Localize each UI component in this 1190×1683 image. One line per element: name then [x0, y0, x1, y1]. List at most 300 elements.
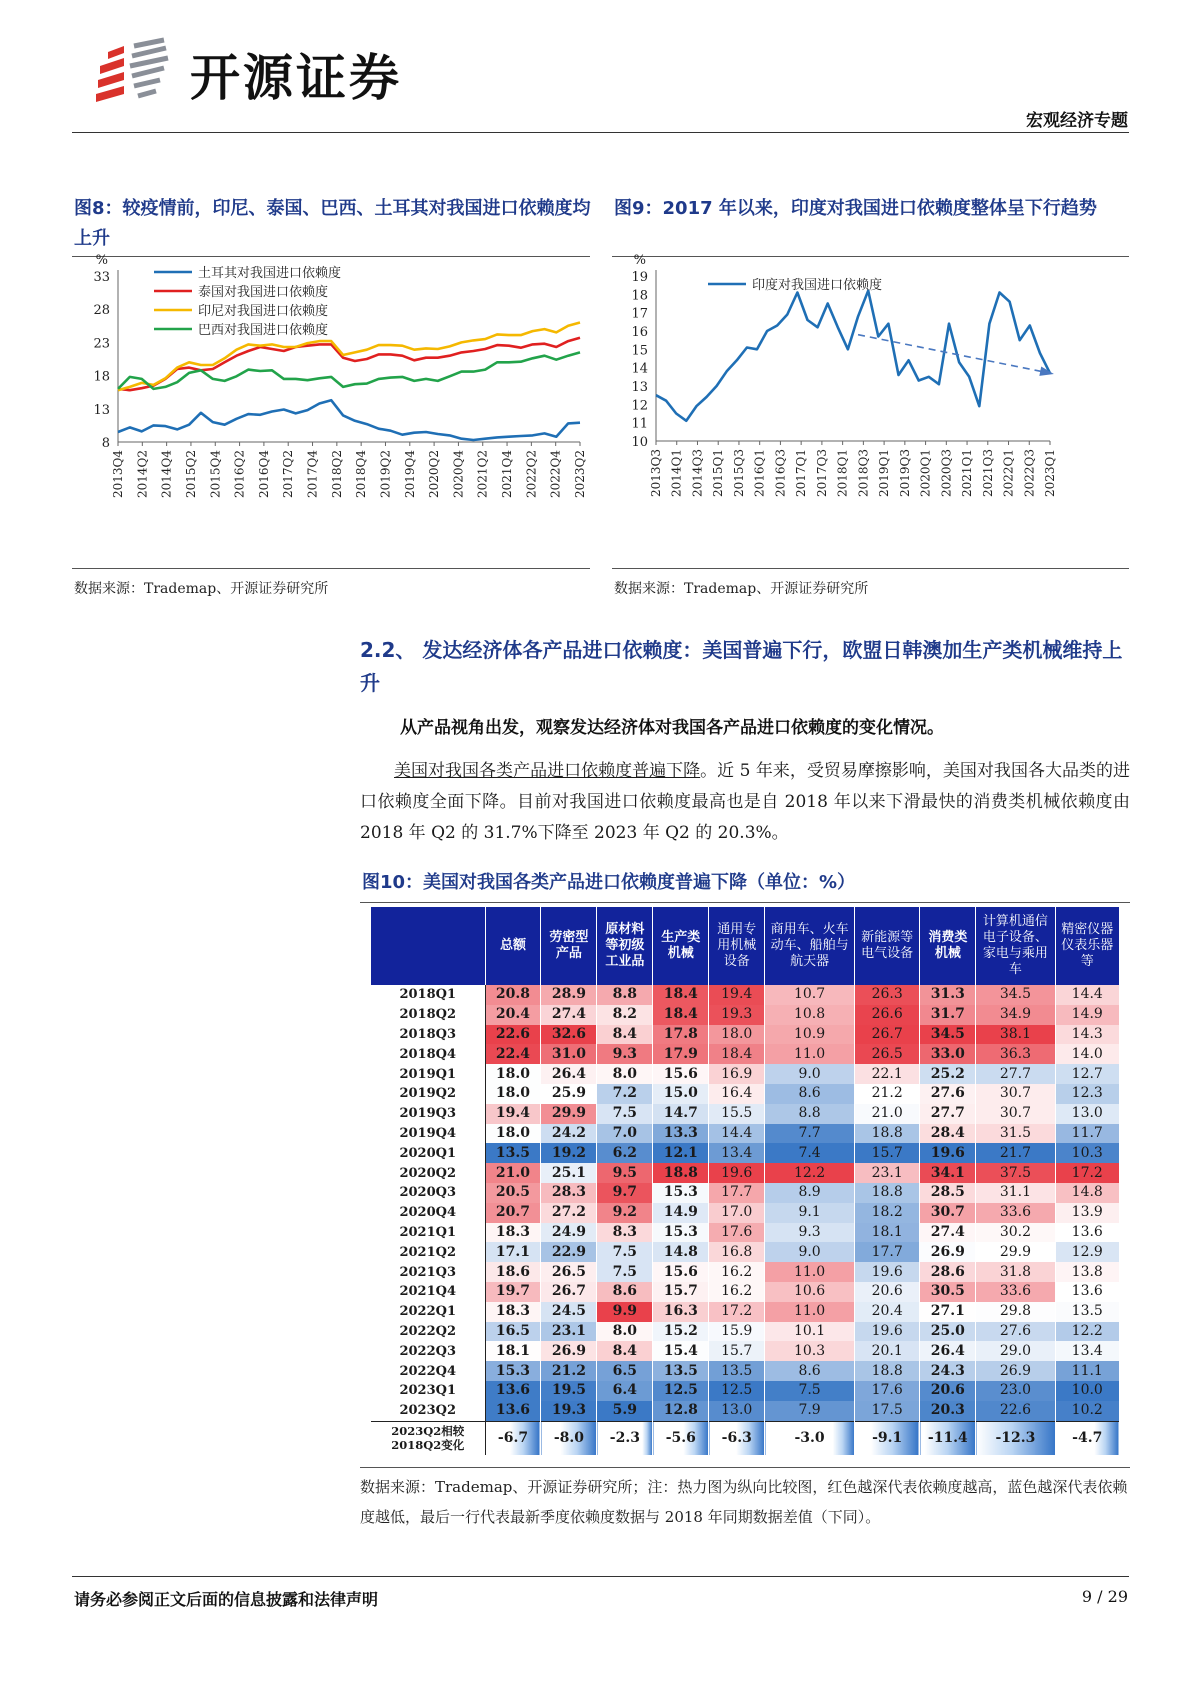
heatmap-row [371, 1104, 1120, 1124]
heatmap-cell: 19.2 [541, 1143, 597, 1163]
y-tick-label: 10 [631, 435, 648, 450]
heatmap-cell: 7.5 [597, 1242, 653, 1262]
heatmap-cell: 14.4 [709, 1124, 765, 1144]
heatmap-cell: 18.1 [854, 1223, 919, 1243]
heatmap-cell: 18.6 [485, 1262, 541, 1282]
x-tick-label: 2016Q1 [752, 449, 767, 498]
heatmap-cell: 30.7 [976, 1104, 1055, 1124]
heatmap-cell: 8.9 [765, 1183, 855, 1203]
heatmap-cell: 9.3 [597, 1044, 653, 1064]
heatmap-cell: 30.5 [920, 1282, 976, 1302]
heatmap-cell: 36.3 [976, 1044, 1055, 1064]
heatmap-cell: 34.5 [920, 1025, 976, 1045]
y-tick-label: 8 [101, 436, 110, 451]
heatmap-cell: 12.5 [709, 1381, 765, 1401]
heatmap-cell: 15.9 [709, 1322, 765, 1342]
heatmap-cell: 27.7 [976, 1064, 1055, 1084]
heatmap-cell: 10.3 [1055, 1143, 1120, 1163]
heatmap-cell: 20.4 [854, 1302, 919, 1322]
heatmap-cell: 7.5 [597, 1104, 653, 1124]
heatmap-cell: 14.9 [1055, 1005, 1120, 1025]
heatmap-row [371, 1183, 1120, 1203]
x-tick-label: 2014Q1 [669, 449, 684, 498]
heatmap-cell: 19.3 [709, 1005, 765, 1025]
heatmap-row-label: 2018Q4 [371, 1044, 485, 1064]
heatmap-row-label: 2019Q4 [371, 1124, 485, 1144]
heatmap-cell: 15.2 [653, 1322, 709, 1342]
y-tick-label: 28 [93, 303, 110, 319]
heatmap-cell: 31.1 [976, 1183, 1055, 1203]
heatmap-cell: 20.7 [485, 1203, 541, 1223]
heatmap-cell: 21.0 [854, 1104, 919, 1124]
x-tick-label: 2013Q4 [111, 450, 125, 499]
heatmap-row-label: 2019Q2 [371, 1084, 485, 1104]
heatmap-cell: 20.8 [485, 985, 541, 1005]
heatmap-col-header: 通用专用机械设备 [709, 907, 765, 985]
heatmap-cell: 26.3 [854, 985, 919, 1005]
series-line-2 [118, 323, 580, 391]
heatmap-diff-label: 2023Q2相较2018Q2变化 [371, 1421, 485, 1455]
heatmap-cell: 11.0 [765, 1044, 855, 1064]
x-tick-label: 2018Q2 [329, 450, 344, 499]
heatmap-cell: 9.9 [597, 1302, 653, 1322]
heatmap-cell: 8.2 [597, 1005, 653, 1025]
heatmap-cell: 27.6 [920, 1084, 976, 1104]
footer-disclaimer: 请务必参阅正文后面的信息披露和法律声明 [74, 1590, 379, 1609]
x-tick-label: 2018Q1 [835, 449, 850, 498]
paragraph-body: 。近 5 年来，受贸易摩擦影响，美国对我国各大品类的进口依赖度全面下降。目前对我国进口依赖度最高也是自 2018 年以来下滑最快的消费类机械依赖度由 2018 年 Q2 的 31.7%下降至 2023 年 Q2 的 20.3%。 [360, 761, 1130, 843]
heatmap-cell: 17.7 [709, 1183, 765, 1203]
heatmap-row [371, 1223, 1120, 1243]
section-paragraph [360, 756, 1130, 849]
heatmap-cell: 17.7 [854, 1242, 919, 1262]
section-lead: 从产品视角出发，观察发达经济体对我国各产品进口依赖度的变化情况。 [400, 718, 944, 738]
heatmap-cell: 26.5 [541, 1262, 597, 1282]
heatmap-cell: 15.5 [709, 1104, 765, 1124]
heatmap-cell: 34.1 [920, 1163, 976, 1183]
heatmap-col-header: 精密仪器仪表乐器等 [1055, 907, 1120, 985]
heatmap-cell: 8.3 [597, 1223, 653, 1243]
heatmap-row [371, 1064, 1120, 1084]
heatmap-cell: 18.0 [485, 1124, 541, 1144]
heatmap-cell: 8.4 [597, 1025, 653, 1045]
y-tick-label: 13 [93, 402, 110, 418]
heatmap-header-row [371, 907, 1120, 985]
heatmap-cell: 24.2 [541, 1124, 597, 1144]
heatmap-cell: 13.5 [1055, 1302, 1120, 1322]
heatmap-cell: 18.8 [854, 1361, 919, 1381]
x-tick-label: 2020Q4 [451, 450, 466, 499]
y-tick-label: 18 [631, 288, 648, 304]
heatmap-diff-cell: -11.4 [920, 1421, 976, 1455]
heatmap-cell: 20.3 [920, 1401, 976, 1421]
heatmap-cell: 17.0 [709, 1203, 765, 1223]
heatmap-cell: 33.6 [976, 1282, 1055, 1302]
heatmap-cell: 9.3 [765, 1223, 855, 1243]
footer-rule [72, 1576, 1129, 1577]
heatmap-cell: 6.4 [597, 1381, 653, 1401]
heatmap-cell: 24.9 [541, 1223, 597, 1243]
heatmap-cell: 31.3 [920, 985, 976, 1005]
heatmap-cell: 12.5 [653, 1381, 709, 1401]
heatmap-cell: 34.5 [976, 985, 1055, 1005]
legend-label-2: 印尼对我国进口依赖度 [198, 304, 329, 319]
heatmap-diff-cell: -6.3 [709, 1421, 765, 1455]
heatmap-cell: 31.0 [541, 1044, 597, 1064]
heatmap-cell: 14.8 [1055, 1183, 1120, 1203]
heatmap-cell: 27.7 [920, 1104, 976, 1124]
heatmap-cell: 13.6 [485, 1381, 541, 1401]
heatmap-cell: 26.9 [541, 1341, 597, 1361]
heatmap-row-label: 2019Q1 [371, 1064, 485, 1084]
y-tick-label: 16 [631, 325, 648, 340]
x-tick-label: 2022Q4 [548, 450, 563, 499]
heatmap-cell: 9.2 [597, 1203, 653, 1223]
heatmap-cell: 17.9 [653, 1044, 709, 1064]
y-tick-label: 11 [631, 416, 648, 432]
fig9-title-rule [612, 256, 1129, 257]
heatmap-cell: 25.1 [541, 1163, 597, 1183]
heatmap-cell: 18.3 [485, 1223, 541, 1243]
heatmap-col-header: 劳密型产品 [541, 907, 597, 985]
heatmap-col-header: 原材料等初级工业品 [597, 907, 653, 985]
heatmap-cell: 16.3 [653, 1302, 709, 1322]
heatmap-cell: 9.0 [765, 1064, 855, 1084]
fig10-title: 图10：美国对我国各类产品进口依赖度普遍下降（单位：%） [362, 872, 856, 893]
heatmap-cell: 18.3 [485, 1302, 541, 1322]
heatmap-cell: 21.0 [485, 1163, 541, 1183]
x-tick-label: 2020Q2 [427, 450, 442, 499]
heatmap-cell: 15.7 [653, 1282, 709, 1302]
heatmap-cell: 16.2 [709, 1282, 765, 1302]
x-tick-label: 2015Q4 [208, 450, 223, 499]
fig8-source: 数据来源：Trademap、开源证券研究所 [74, 581, 329, 597]
heatmap-cell: 13.4 [709, 1143, 765, 1163]
heatmap-cell: 12.3 [1055, 1084, 1120, 1104]
heatmap-cell: 21.2 [854, 1084, 919, 1104]
heatmap-row-label: 2018Q1 [371, 985, 485, 1005]
series-line-3 [118, 352, 580, 389]
heatmap-cell: 28.3 [541, 1183, 597, 1203]
heatmap-col-header: 总额 [485, 907, 541, 985]
y-axis-unit: % [95, 253, 108, 268]
heatmap-cell: 26.9 [920, 1242, 976, 1262]
x-tick-label: 2014Q3 [690, 449, 705, 498]
heatmap-cell: 22.6 [485, 1025, 541, 1045]
heatmap-diff-cell: -8.0 [541, 1421, 597, 1455]
heatmap-row [371, 1163, 1120, 1183]
heatmap-row [371, 1381, 1120, 1401]
heatmap-cell: 23.1 [854, 1163, 919, 1183]
heatmap-cell: 11.0 [765, 1302, 855, 1322]
heatmap-cell: 8.0 [597, 1064, 653, 1084]
heatmap-table [371, 907, 1120, 1455]
heatmap-cell: 9.1 [765, 1203, 855, 1223]
heatmap-cell: 15.6 [653, 1064, 709, 1084]
heatmap-cell: 24.3 [920, 1361, 976, 1381]
heatmap-cell: 8.8 [597, 985, 653, 1005]
heatmap-cell: 17.8 [653, 1025, 709, 1045]
x-tick-label: 2021Q2 [475, 450, 490, 499]
heatmap-cell: 17.5 [854, 1401, 919, 1421]
series-line-0 [118, 400, 580, 440]
heatmap-cell: 22.1 [854, 1064, 919, 1084]
heatmap-cell: 11.0 [765, 1262, 855, 1282]
heatmap-diff-cell: -3.0 [765, 1421, 855, 1455]
heatmap-cell: 18.8 [653, 1163, 709, 1183]
heatmap-cell: 12.2 [1055, 1322, 1120, 1342]
heatmap-row [371, 1084, 1120, 1104]
y-tick-label: 12 [631, 398, 648, 414]
y-tick-label: 19 [631, 270, 648, 285]
heatmap-row-label: 2021Q4 [371, 1282, 485, 1302]
heatmap-cell: 22.4 [485, 1044, 541, 1064]
x-tick-label: 2017Q2 [281, 450, 296, 499]
legend-label-0: 印度对我国进口依赖度 [752, 278, 883, 293]
heatmap-cell: 29.9 [541, 1104, 597, 1124]
heatmap-cell: 23.0 [976, 1381, 1055, 1401]
heatmap-row [371, 1044, 1120, 1064]
heatmap-cell: 23.1 [541, 1322, 597, 1342]
heatmap-cell: 30.7 [920, 1203, 976, 1223]
heatmap-cell: 27.1 [920, 1302, 976, 1322]
heatmap-row-label: 2020Q4 [371, 1203, 485, 1223]
heatmap-cell: 14.8 [653, 1242, 709, 1262]
heatmap-cell: 18.4 [653, 985, 709, 1005]
heatmap-cell: 34.9 [976, 1005, 1055, 1025]
heatmap-cell: 15.6 [653, 1262, 709, 1282]
heatmap-cell: 30.7 [976, 1084, 1055, 1104]
x-tick-label: 2014Q4 [159, 450, 174, 499]
heatmap-cell: 33.6 [976, 1203, 1055, 1223]
heatmap-cell: 20.1 [854, 1341, 919, 1361]
heatmap-row [371, 1143, 1120, 1163]
heatmap-cell: 5.9 [597, 1401, 653, 1421]
heatmap-cell: 16.4 [709, 1084, 765, 1104]
heatmap-cell: 19.5 [541, 1381, 597, 1401]
x-tick-label: 2016Q4 [256, 450, 271, 499]
paragraph-underlined-phrase: 美国对我国各类产品进口依赖度普遍下降 [394, 761, 701, 781]
heatmap-cell: 19.6 [920, 1143, 976, 1163]
heatmap-cell: 21.2 [541, 1361, 597, 1381]
heatmap-diff-cell: -6.7 [485, 1421, 541, 1455]
heatmap-row-label: 2023Q1 [371, 1381, 485, 1401]
section-tag: 宏观经济专题 [1026, 111, 1128, 131]
heatmap-cell: 13.9 [1055, 1203, 1120, 1223]
heatmap-col-header: 商用车、火车动车、船舶与航天器 [765, 907, 855, 985]
heatmap-cell: 29.0 [976, 1341, 1055, 1361]
y-tick-label: 18 [93, 369, 110, 385]
x-tick-label: 2017Q3 [814, 449, 829, 498]
heatmap-cell: 25.9 [541, 1084, 597, 1104]
heatmap-cell: 15.7 [709, 1341, 765, 1361]
legend-label-0: 土耳其对我国进口依赖度 [198, 266, 342, 281]
heatmap-row [371, 1203, 1120, 1223]
heatmap-cell: 13.0 [1055, 1104, 1120, 1124]
heatmap-container [371, 907, 1120, 1455]
x-tick-label: 2021Q1 [960, 449, 975, 498]
heatmap-row-label: 2022Q4 [371, 1361, 485, 1381]
heatmap-cell: 15.0 [653, 1084, 709, 1104]
heatmap-cell: 10.0 [1055, 1381, 1120, 1401]
heatmap-cell: 12.9 [1055, 1242, 1120, 1262]
x-tick-label: 2014Q2 [135, 450, 150, 499]
x-tick-label: 2018Q3 [856, 449, 871, 498]
x-tick-label: 2022Q3 [1022, 449, 1037, 498]
heatmap-cell: 7.9 [765, 1401, 855, 1421]
y-tick-label: 15 [631, 343, 648, 359]
heatmap-cell: 25.2 [920, 1064, 976, 1084]
y-tick-label: 33 [93, 270, 110, 285]
heatmap-cell: 14.9 [653, 1203, 709, 1223]
heatmap-row-label: 2021Q3 [371, 1262, 485, 1282]
x-tick-label: 2019Q1 [877, 449, 892, 498]
section-heading: 2.2、 发达经济体各产品进口依赖度：美国普遍下行，欧盟日韩澳加生产类机械维持上升 [360, 638, 1123, 695]
heatmap-cell: 26.5 [854, 1044, 919, 1064]
heatmap-row-label: 2020Q3 [371, 1183, 485, 1203]
heatmap-cell: 10.7 [765, 985, 855, 1005]
page-number: 9 / 29 [1081, 1587, 1128, 1606]
fig9-title: 图9：2017 年以来，印度对我国进口依赖度整体呈下行趋势 [614, 198, 1097, 219]
heatmap-cell: 16.5 [485, 1322, 541, 1342]
heatmap-cell: 9.7 [597, 1183, 653, 1203]
heatmap-cell: 19.4 [709, 985, 765, 1005]
heatmap-cell: 21.7 [976, 1143, 1055, 1163]
heatmap-cell: 29.8 [976, 1302, 1055, 1322]
heatmap-col-header: 生产类机械 [653, 907, 709, 985]
x-tick-label: 2020Q1 [918, 449, 933, 498]
heatmap-cell: 13.6 [1055, 1223, 1120, 1243]
heatmap-cell: 7.2 [597, 1084, 653, 1104]
fig9-source: 数据来源：Trademap、开源证券研究所 [614, 581, 869, 597]
heatmap-cell: 17.2 [1055, 1163, 1120, 1183]
heatmap-row [371, 1361, 1120, 1381]
x-tick-label: 2016Q2 [232, 450, 247, 499]
heatmap-cell: 38.1 [976, 1025, 1055, 1045]
heatmap-cell: 16.8 [709, 1242, 765, 1262]
heatmap-cell: 8.8 [765, 1104, 855, 1124]
heatmap-diff-cell: -4.7 [1055, 1421, 1120, 1455]
heatmap-cell: 28.9 [541, 985, 597, 1005]
fig10-note: 数据来源：Trademap、开源证券研究所；注：热力图为纵向比较图，红色越深代表依赖度越高，蓝色越深代表依赖度越低，最后一行代表最新季度依赖度数据与 2018 年同期数据差值（下同）。 [360, 1478, 1128, 1526]
heatmap-col-header: 新能源等电气设备 [854, 907, 919, 985]
x-tick-label: 2019Q3 [897, 449, 912, 498]
heatmap-cell: 12.2 [765, 1163, 855, 1183]
heatmap-cell: 18.8 [854, 1183, 919, 1203]
heatmap-cell: 31.8 [976, 1262, 1055, 1282]
y-axis-unit: % [633, 253, 646, 268]
heatmap-cell: 18.8 [854, 1124, 919, 1144]
brand-logo [94, 36, 180, 106]
heatmap-cell: 32.6 [541, 1025, 597, 1045]
x-tick-label: 2020Q3 [939, 449, 954, 498]
heatmap-row-label: 2023Q2 [371, 1401, 485, 1421]
heatmap-cell: 8.4 [597, 1341, 653, 1361]
heatmap-cell: 18.0 [485, 1064, 541, 1084]
heatmap-cell: 11.1 [1055, 1361, 1120, 1381]
heatmap-diff-cell: -2.3 [597, 1421, 653, 1455]
fig8-line-chart [72, 253, 590, 562]
header-rule [72, 132, 1129, 133]
x-tick-label: 2022Q1 [1001, 449, 1016, 498]
heatmap-diff-cell: -12.3 [976, 1421, 1055, 1455]
heatmap-row [371, 1262, 1120, 1282]
heatmap-cell: 22.9 [541, 1242, 597, 1262]
heatmap-diff-row [371, 1421, 1120, 1455]
heatmap-row-label: 2022Q3 [371, 1341, 485, 1361]
heatmap-cell: 8.6 [765, 1361, 855, 1381]
heatmap-row-label: 2020Q2 [371, 1163, 485, 1183]
heatmap-cell: 10.1 [765, 1322, 855, 1342]
heatmap-cell: 13.3 [653, 1124, 709, 1144]
heatmap-row [371, 1341, 1120, 1361]
heatmap-cell: 8.6 [597, 1282, 653, 1302]
fig10-note-rule [360, 1467, 1130, 1468]
x-tick-label: 2013Q3 [649, 449, 663, 498]
heatmap-cell: 25.0 [920, 1322, 976, 1342]
heatmap-cell: 10.9 [765, 1025, 855, 1045]
heatmap-row [371, 985, 1120, 1005]
heatmap-cell: 37.5 [976, 1163, 1055, 1183]
x-tick-label: 2019Q4 [402, 450, 417, 499]
heatmap-cell: 12.8 [653, 1401, 709, 1421]
heatmap-row [371, 1282, 1120, 1302]
heatmap-cell: 7.5 [765, 1381, 855, 1401]
fig8-title-rule [72, 256, 590, 257]
heatmap-cell: 18.0 [485, 1084, 541, 1104]
heatmap-cell: 27.6 [976, 1322, 1055, 1342]
heatmap-cell: 19.6 [709, 1163, 765, 1183]
heatmap-cell: 28.6 [920, 1262, 976, 1282]
heatmap-cell: 20.6 [920, 1381, 976, 1401]
heatmap-cell: 17.2 [709, 1302, 765, 1322]
heatmap-row-label: 2018Q3 [371, 1025, 485, 1045]
fig10-title-rule [360, 902, 1130, 903]
heatmap-cell: 26.9 [976, 1361, 1055, 1381]
heatmap-cell: 13.4 [1055, 1341, 1120, 1361]
x-tick-label: 2015Q1 [711, 449, 726, 498]
heatmap-cell: 24.5 [541, 1302, 597, 1322]
heatmap-row [371, 1025, 1120, 1045]
heatmap-cell: 13.0 [709, 1401, 765, 1421]
heatmap-cell: 13.8 [1055, 1262, 1120, 1282]
heatmap-cell: 9.0 [765, 1242, 855, 1262]
heatmap-cell: 19.7 [485, 1282, 541, 1302]
heatmap-row-label: 2022Q2 [371, 1322, 485, 1342]
heatmap-cell: 10.2 [1055, 1401, 1120, 1421]
heatmap-row-label: 2019Q3 [371, 1104, 485, 1124]
heatmap-cell: 11.7 [1055, 1124, 1120, 1144]
heatmap-cell: 29.9 [976, 1242, 1055, 1262]
heatmap-diff-cell: -9.1 [854, 1421, 919, 1455]
y-tick-label: 17 [631, 306, 648, 322]
heatmap-row [371, 1322, 1120, 1342]
heatmap-cell: 18.4 [653, 1005, 709, 1025]
heatmap-row-label: 2021Q2 [371, 1242, 485, 1262]
heatmap-cell: 13.6 [1055, 1282, 1120, 1302]
x-tick-label: 2021Q3 [980, 449, 995, 498]
heatmap-cell: 26.7 [854, 1025, 919, 1045]
heatmap-col-header: 消费类机械 [920, 907, 976, 985]
heatmap-cell: 16.2 [709, 1262, 765, 1282]
heatmap-cell: 14.7 [653, 1104, 709, 1124]
heatmap-cell: 14.0 [1055, 1044, 1120, 1064]
heatmap-cell: 26.4 [541, 1064, 597, 1084]
heatmap-cell: 27.4 [541, 1005, 597, 1025]
heatmap-col-header: 计算机通信电子设备、家电与乘用车 [976, 907, 1055, 985]
heatmap-row-label: 2022Q1 [371, 1302, 485, 1322]
heatmap-cell: 16.9 [709, 1064, 765, 1084]
